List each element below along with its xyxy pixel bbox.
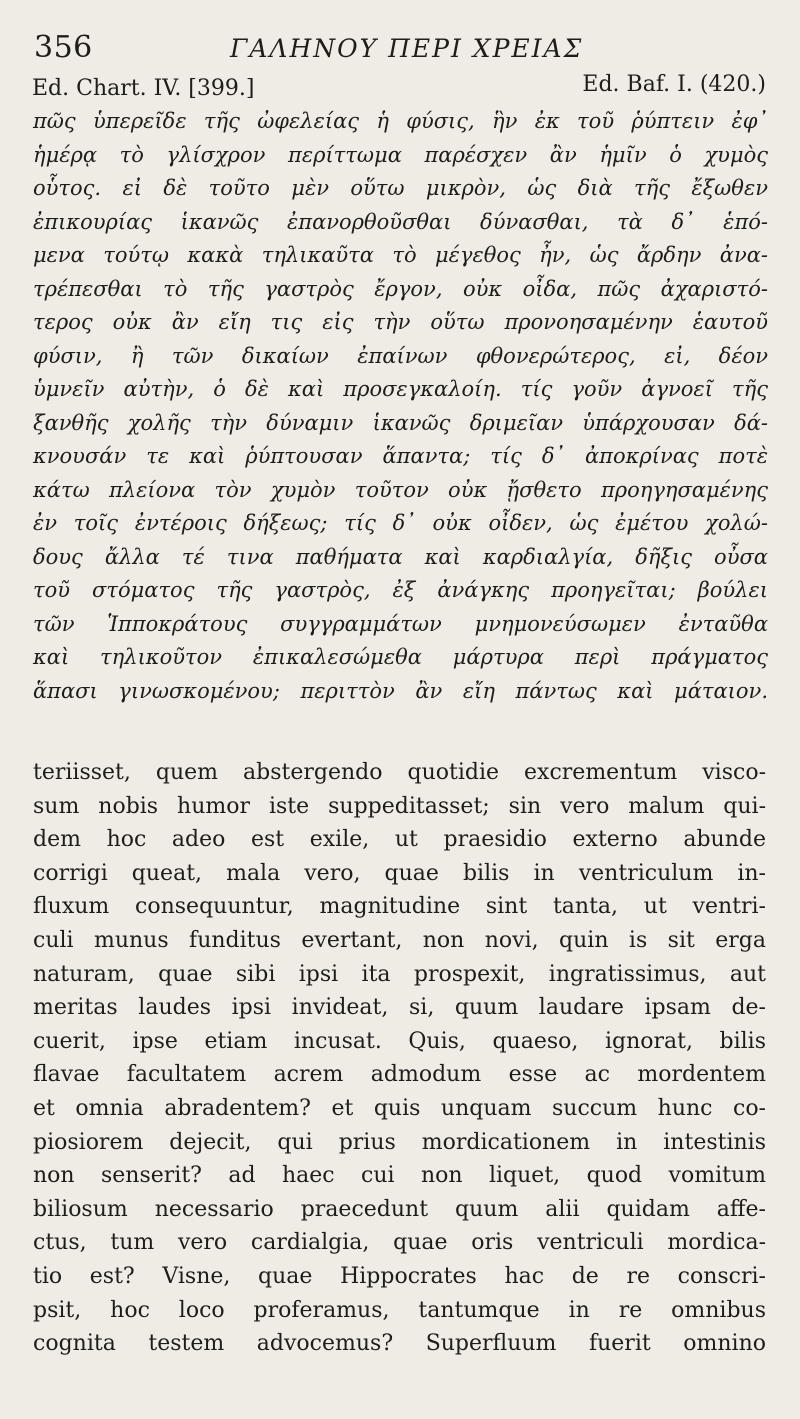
latin-line: et omnia abradentem? et quis unquam succum hunc co-	[33, 1095, 766, 1121]
latin-line: cognita testem advocemus? Superfluum fuerit omnino	[33, 1331, 766, 1357]
latin-line: naturam, quae sibi ipsi ita prospexit, ingratissimus, aut	[33, 961, 766, 987]
latin-line: psit, hoc loco proferamus, tantumque in re omnibus	[33, 1297, 766, 1323]
greek-line: τερος οὐκ ἂν εἴη τις εἰς τὴν οὕτω προνοησαμένην ἑαυτοῦ	[33, 310, 768, 334]
greek-line: κάτω πλείονα τὸν χυμὸν τοῦτον οὐκ ᾔσθετο προηγησαμένης	[33, 477, 768, 502]
greek-line: κνουσάν τε καὶ ῥύπτουσαν ἅπαντα; τίς δ᾽ ἀποκρίνας ποτὲ	[33, 444, 768, 468]
greek-line: ἐπικουρίας ἱκανῶς ἐπανορθοῦσθαι δύνασθαι, τὰ δ᾽ ἑπό-	[33, 209, 768, 234]
latin-line: sum nobis humor iste suppeditasset; sin vero malum qui-	[33, 793, 766, 819]
page-number: 356	[34, 30, 93, 65]
bleed-through-shadow	[40, 734, 760, 752]
latin-line: tio est? Visne, quae Hippocrates hac de re conscri-	[33, 1263, 766, 1289]
latin-line: piosiorem dejecit, qui prius mordicationem in intestinis	[33, 1129, 766, 1155]
running-title: ΓΑΛΗΝΟΥ ΠΕΡΙ ΧΡΕΙΑΣ	[230, 34, 584, 63]
latin-line: biliosum necessario praecedunt quum alii quidam affe-	[33, 1196, 766, 1222]
greek-line: οὗτος. εἰ δὲ τοῦτο μὲν οὕτω μικρὸν, ὡς διὰ τῆς ἔξωθεν	[33, 176, 768, 200]
page-header	[30, 28, 770, 76]
greek-line: καὶ τηλικοῦτον ἐπικαλεσώμεθα μάρτυρα περὶ πράγματος	[33, 645, 768, 669]
greek-line: ὑμνεῖν αὐτὴν, ὁ δὲ καὶ προσεγκαλοίη. τίς γοῦν ἀγνοεῖ τῆς	[33, 377, 768, 401]
greek-line: τοῦ στόματος τῆς γαστρὸς, ἐξ ἀνάγκης προηγεῖται; βούλει	[33, 578, 768, 602]
latin-line: teriisset, quem abstergendo quotidie excrementum visco-	[33, 760, 766, 785]
latin-line: fluxum consequuntur, magnitudine sint tanta, ut ventri-	[33, 894, 766, 920]
latin-line: corrigi queat, mala vero, quae bilis in ventriculum in-	[33, 860, 766, 886]
latin-line: non senserit? ad haec cui non liquet, quod vomitum	[33, 1163, 766, 1189]
edition-reference-right: Ed. Baf. I. (420.)	[582, 72, 766, 97]
greek-line: ἡμέρᾳ τὸ γλίσχρον περίττωμα παρέσχεν ἂν ἡμῖν ὁ χυμὸς	[33, 142, 768, 167]
greek-line: ἐν τοῖς ἐντέροις δήξεως; τίς δ᾽ οὐκ οἶδεν, ὡς ἐμέτου χολώ-	[33, 511, 768, 535]
greek-line: πῶς ὑπερεῖδε τῆς ὠφελείας ἡ φύσις, ἣν ἐκ τοῦ ῥύπτειν ἐφ᾽	[33, 109, 768, 133]
edition-reference-left: Ed. Chart. IV. [399.]	[32, 76, 255, 101]
greek-line: δους ἄλλα τέ τινα παθήματα καὶ καρδιαλγία, δῆξις οὖσα	[33, 544, 768, 569]
greek-line: τῶν Ἱπποκράτους συγγραμμάτων μνημονεύσωμεν ἐνταῦθα	[33, 611, 768, 636]
greek-line: φύσιν, ἢ τῶν δικαίων ἐπαίνων φθονερώτερος, εἰ, δέον	[33, 343, 768, 368]
latin-line: dem hoc adeo est exile, ut praesidio externo abunde	[33, 827, 766, 853]
latin-text-block	[33, 756, 766, 1361]
greek-line: μενα τούτῳ κακὰ τηλικαῦτα τὸ μέγεθος ἦν, ὡς ἄρδην ἀνα-	[33, 243, 768, 267]
latin-line: flavae facultatem acrem admodum esse ac mordentem	[33, 1062, 766, 1088]
latin-line: cuerit, ipse etiam incusat. Quis, quaeso, ignorat, bilis	[33, 1028, 766, 1054]
latin-line: culi munus funditus evertant, non novi, quin is sit erga	[33, 927, 766, 953]
latin-line: meritas laudes ipsi invideat, si, quum laudare ipsam de-	[33, 995, 766, 1021]
greek-text-block	[33, 105, 768, 708]
greek-line: ἅπασι γινωσκομένου; περιττὸν ἂν εἴη πάντως καὶ μάταιον.	[33, 678, 768, 703]
greek-line: τρέπεσθαι τὸ τῆς γαστρὸς ἔργον, οὐκ οἶδα, πῶς ἀχαριστό-	[33, 276, 768, 301]
latin-line: ctus, tum vero cardialgia, quae oris ventriculi mordica-	[33, 1230, 766, 1256]
greek-line: ξανθῆς χολῆς τὴν δύναμιν ἱκανῶς δριμεῖαν ὑπάρχουσαν δά-	[33, 410, 768, 435]
